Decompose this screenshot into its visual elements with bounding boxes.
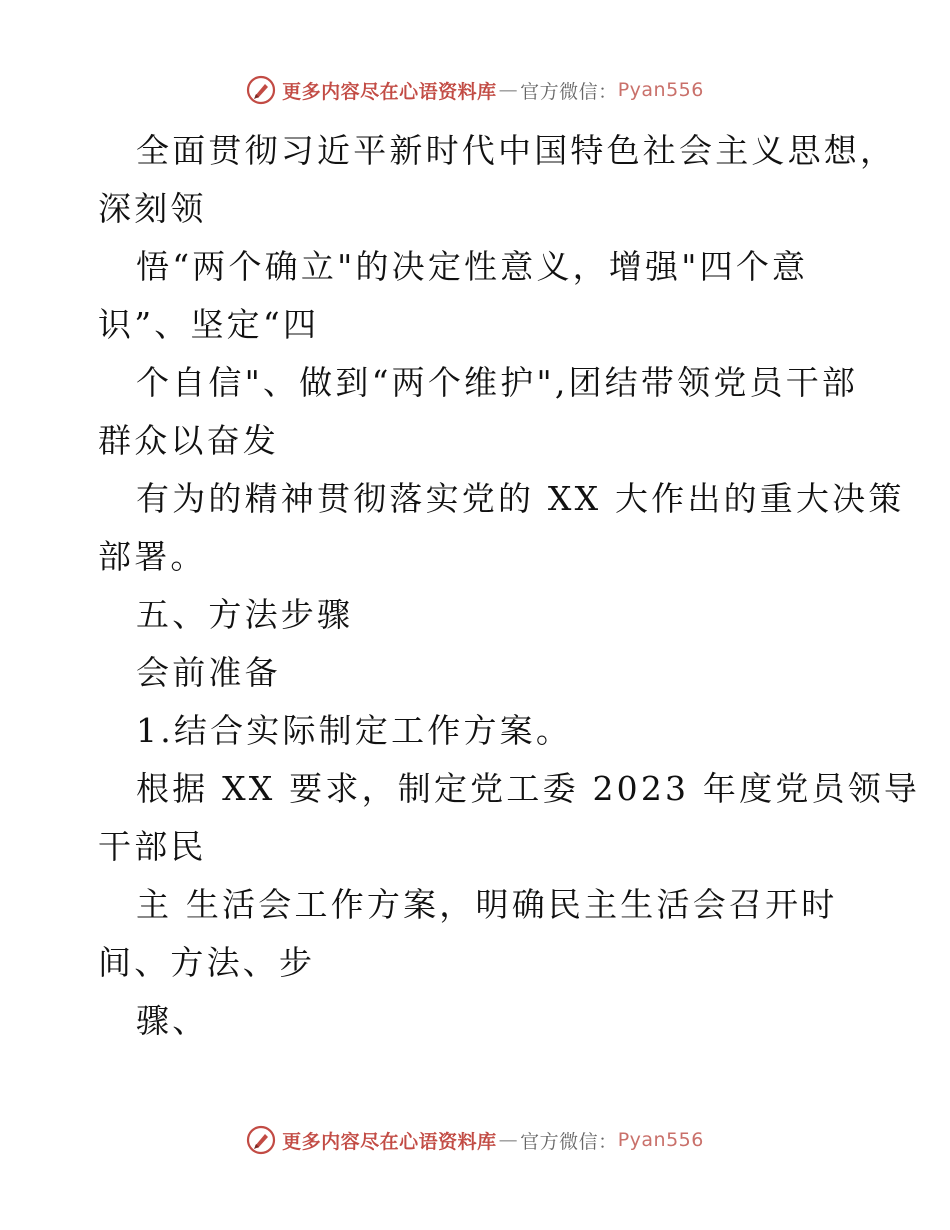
section-heading: 五、方法步骤 xyxy=(136,595,354,634)
watermark-brand: 更多内容尽在心语资料库 xyxy=(282,1130,497,1153)
subsection-heading: 会前准备 xyxy=(136,653,281,692)
header-watermark xyxy=(0,72,950,108)
watermark-label: 官方微信： xyxy=(520,80,618,103)
text-line: 部署。 xyxy=(98,537,207,576)
watermark-wechat-id: Pyan556 xyxy=(617,79,704,101)
text-line: 有为的精神贯彻落实党的 XX 大作出的重大决策 xyxy=(136,479,905,518)
numbered-item: 1.结合实际制定工作方案。 xyxy=(136,711,573,750)
watermark-wechat-id: Pyan556 xyxy=(617,1129,704,1151)
pen-nib-logo-icon xyxy=(246,75,276,105)
text-line: 根据 XX 要求，制定党工委 2023 年度党员领导 xyxy=(136,769,921,808)
text-line: 识”、坚定“四 xyxy=(98,305,320,344)
watermark-brand: 更多内容尽在心语资料库 xyxy=(282,80,497,103)
text-line: 主 生活会工作方案，明确民主生活会召开时 xyxy=(136,885,838,924)
document-body xyxy=(98,122,921,1050)
text-line: 群众以奋发 xyxy=(98,421,279,460)
footer-watermark xyxy=(0,1122,950,1158)
watermark-label: 官方微信： xyxy=(520,1130,618,1153)
watermark-separator: — xyxy=(498,79,519,101)
text-line: 全面贯彻习近平新时代中国特色社会主义思想， xyxy=(136,131,897,170)
text-line: 深刻领 xyxy=(98,189,207,228)
text-line: 悟“两个确立"的决定性意义，增强"四个意 xyxy=(136,247,809,286)
text-line: 骤、 xyxy=(136,1001,209,1040)
pen-nib-logo-icon xyxy=(246,1125,276,1155)
text-line: 干部民 xyxy=(98,827,207,866)
text-line: 间、方法、步 xyxy=(98,943,316,982)
watermark-separator: — xyxy=(498,1129,519,1151)
text-line: 个自信"、做到“两个维护",团结带领党员干部 xyxy=(136,363,859,402)
